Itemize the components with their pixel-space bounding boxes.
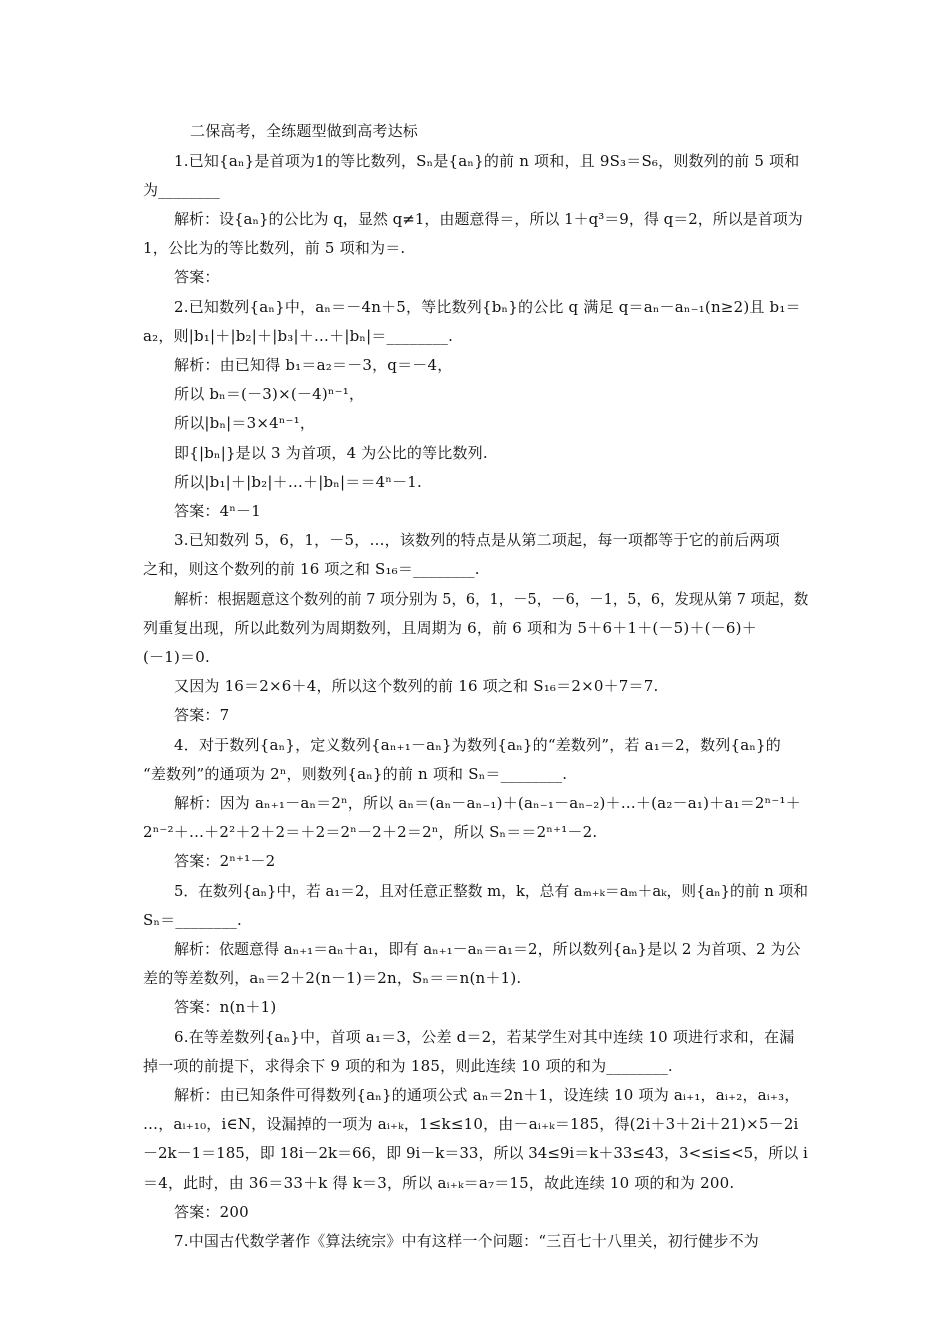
problem-6-line-1: 6.在等差数列{aₙ}中，首项 a₁＝3，公差 d＝2，若某学生对其中连续 10 项进行求和，在漏 bbox=[174, 1028, 795, 1046]
solution-6-line-3: －2k－1＝185，即 18i－2k＝66，即 9i－k＝33，所以 34≤9i＝k＋33≤43，3<≤i≤<5，所以 i bbox=[143, 1144, 808, 1162]
solution-3-line-4: 又因为 16＝2×6＋4，所以这个数列的前 16 项之和 S₁₆＝2×0＋7＝7. bbox=[174, 677, 659, 695]
solution-6-line-2: …，aᵢ₊₁₀，i∈N，设漏掉的一项为 aᵢ₊ₖ，1≤k≤10，由－aᵢ₊ₖ＝185，得(2i＋3＋2i＋21)×5－2i bbox=[143, 1115, 799, 1133]
solution-2-line-1: 解析：由已知得 b₁＝a₂＝－3，q＝－4， bbox=[174, 356, 453, 374]
answer-6: 答案：200 bbox=[174, 1203, 249, 1221]
solution-2-line-3: 所以|bₙ|＝3×4ⁿ⁻¹， bbox=[174, 414, 316, 432]
problem-5-line-2: Sₙ＝________. bbox=[143, 911, 242, 929]
solution-3-line-3: (－1)＝0. bbox=[143, 648, 210, 666]
problem-4-line-1: 4．对于数列{aₙ}，定义数列{aₙ₊₁－aₙ}为数列{aₙ}的“差数列”，若 a₁＝2，数列{aₙ}的 bbox=[174, 736, 781, 754]
solution-5-line-2: 差的等差数列，aₙ＝2＋2(n－1)＝2n，Sₙ＝＝n(n＋1). bbox=[143, 969, 522, 987]
solution-3-line-1: 解析：根据题意这个数列的前 7 项分别为 5，6，1，－5，－6，－1，5，6，发现从第 7 项起，数 bbox=[174, 590, 809, 608]
solution-2-line-2: 所以 bₙ＝(－3)×(－4)ⁿ⁻¹， bbox=[174, 385, 365, 403]
answer-5: 答案：n(n＋1) bbox=[174, 998, 277, 1016]
problem-2-line-1: 2.已知数列{aₙ}中，aₙ＝－4n＋5，等比数列{bₙ}的公比 q 满足 q＝aₙ－aₙ₋₁(n≥2)且 b₁＝ bbox=[174, 298, 801, 316]
problem-6-line-2: 掉一项的前提下，求得余下 9 项的和为 185，则此连续 10 项的和为________. bbox=[143, 1057, 673, 1075]
problem-5-line-1: 5．在数列{aₙ}中，若 a₁＝2，且对任意正整数 m，k，总有 aₘ₊ₖ＝aₘ＋aₖ，则{aₙ}的前 n 项和 bbox=[174, 882, 809, 900]
problem-4-line-2: “差数列”的通项为 2ⁿ，则数列{aₙ}的前 n 项和 Sₙ＝________. bbox=[143, 765, 568, 783]
solution-1-line-1: 解析：设{aₙ}的公比为 q，显然 q≠1，由题意得＝，所以 1＋q³＝9，得 q＝2，所以是首项为 bbox=[174, 210, 803, 228]
answer-4: 答案：2ⁿ⁺¹－2 bbox=[174, 852, 276, 870]
answer-2: 答案：4ⁿ－1 bbox=[174, 502, 261, 520]
solution-2-line-4: 即{|bₙ|}是以 3 为首项，4 为公比的等比数列. bbox=[174, 444, 488, 462]
solution-6-line-4: ＝4，此时，由 36＝33＋k 得 k＝3，所以 aᵢ₊ₖ＝a₇＝15，故此连续 10 项的和为 200. bbox=[143, 1174, 735, 1192]
solution-4-line-2: 2ⁿ⁻²＋…＋2²＋2＋2＝＋2＝2ⁿ－2＋2＝2ⁿ，所以 Sₙ＝＝2ⁿ⁺¹－2. bbox=[143, 823, 598, 841]
solution-5-line-1: 解析：依题意得 aₙ₊₁＝aₙ＋a₁，即有 aₙ₊₁－aₙ＝a₁＝2，所以数列{aₙ}是以 2 为首项、2 为公 bbox=[174, 940, 801, 958]
solution-3-line-2: 列重复出现，所以此数列为周期数列，且周期为 6，前 6 项和为 5＋6＋1＋(－5)＋(－6)＋ bbox=[143, 619, 757, 637]
solution-2-line-5: 所以|b₁|＋|b₂|＋…＋|bₙ|＝＝4ⁿ－1. bbox=[174, 473, 422, 491]
problem-3-line-1: 3.已知数列 5，6，1，－5，…，该数列的特点是从第二项起，每一项都等于它的前后两项 bbox=[174, 531, 780, 549]
problem-1-line-2: 为________ bbox=[143, 181, 220, 199]
answer-1: 答案： bbox=[174, 268, 220, 286]
problem-1-line-1: 1.已知{aₙ}是首项为1的等比数列，Sₙ是{aₙ}的前 n 项和，且 9S₃＝S₆，则数列的前 5 项和 bbox=[174, 152, 800, 170]
section-heading: 二保高考，全练题型做到高考达标 bbox=[190, 122, 419, 140]
solution-1-line-2: 1，公比为的等比数列，前 5 项和为＝. bbox=[143, 239, 406, 257]
problem-2-line-2: a₂，则|b₁|＋|b₂|＋|b₃|＋…＋|bₙ|＝________. bbox=[143, 327, 454, 345]
problem-3-line-2: 之和，则这个数列的前 16 项之和 S₁₆＝________. bbox=[143, 560, 480, 578]
solution-6-line-1: 解析：由已知条件可得数列{aₙ}的通项公式 aₙ＝2n＋1，设连续 10 项为 aᵢ₊₁，aᵢ₊₂，aᵢ₊₃， bbox=[174, 1086, 800, 1104]
problem-7-line-1: 7.中国古代数学著作《算法统宗》中有这样一个问题：“三百七十八里关，初行健步不为 bbox=[174, 1232, 759, 1250]
solution-4-line-1: 解析：因为 aₙ₊₁－aₙ＝2ⁿ，所以 aₙ＝(aₙ－aₙ₋₁)＋(aₙ₋₁－aₙ₋₂)＋…＋(a₂－a₁)＋a₁＝2ⁿ⁻¹＋ bbox=[174, 794, 801, 812]
answer-3: 答案：7 bbox=[174, 706, 230, 724]
